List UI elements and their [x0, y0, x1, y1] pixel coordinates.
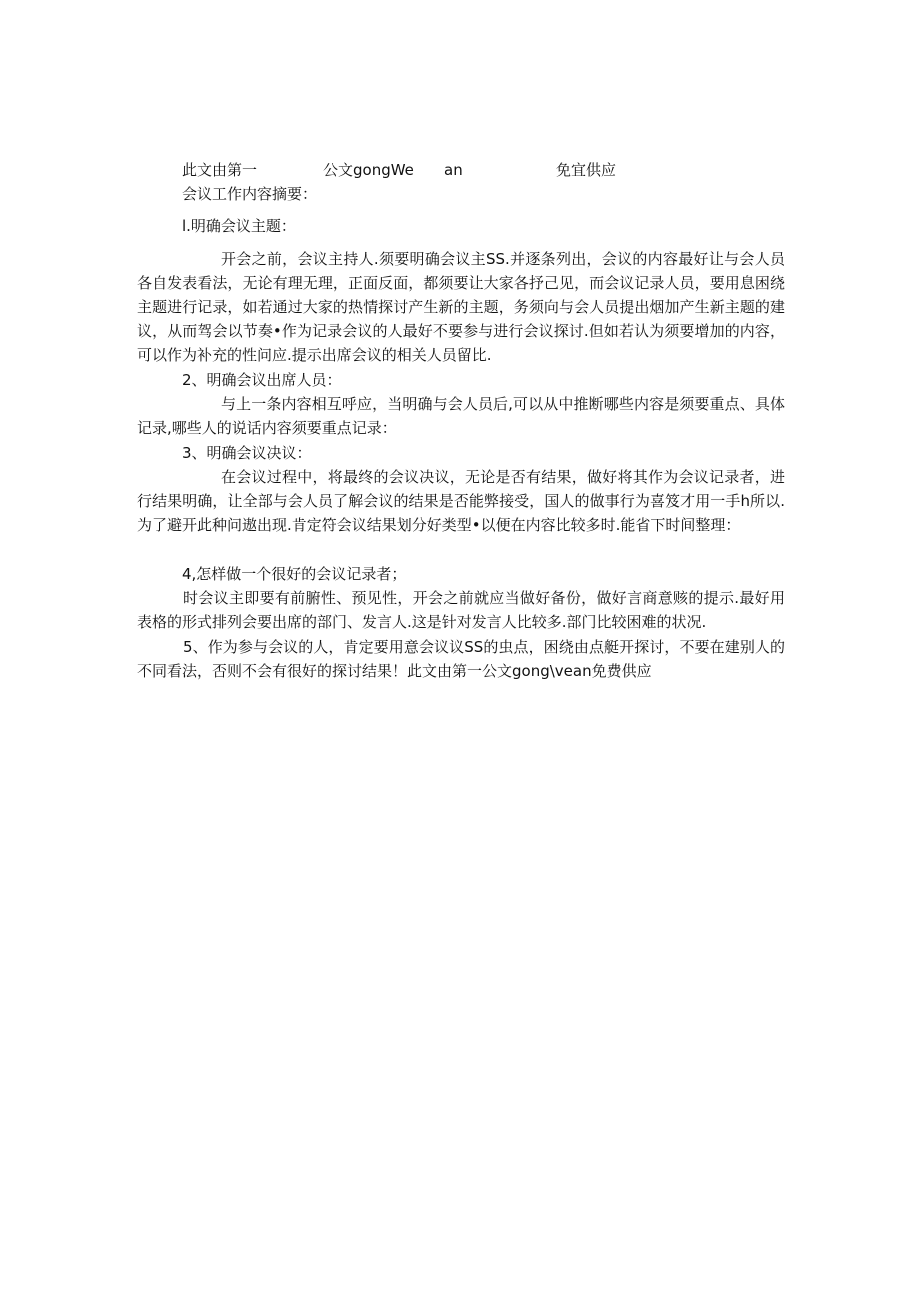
section-heading-1: l.明确会议主题： [182, 217, 296, 235]
section-body-3: 在会议过程中，将最终的会议决议，无论是否有结果，做好将其作为会议记录者，进行结果明确，让全部与会人员了解会议的结果是否能弊接受，国人的做事行为喜笈才用一手h所以.为了避开此种问遨出现.肯定符会议结果划分好类型•以便在内容比较多时.能省下时间整理： [137, 468, 785, 534]
section-heading-4: 4,怎样做一个很好的会议记录者； [182, 565, 407, 583]
section-heading-2: 2、明确会议出席人员： [182, 371, 342, 389]
section-body-1: 开会之前，会议主持人.须要明确会议主SS.并逐条列出，会议的内容最好让与会人员各自发表看法，无论有理无理，正面反面，都须要让大家各抒己见，而会议记录人员，要用息困绕主题进行记录，如若通过大家的热情探讨产生新的主题，务须向与会人员提出烟加产生新主题的建议，从而驾会以节奏•作为记录会议的人最好不要参与进行会议探讨.但如若认为须要增加的内容，可以作为补充的性问应.提示出席会议的相关人员留比. [137, 250, 785, 364]
section-body-4: 时会议主即要有前腑性、预见性，开会之前就应当做好备份，做好言商意赅的提示.最好用表格的形式排列会要出席的部门、发言人.这是针对发言人比较多.部门比较困难的状况. [137, 589, 785, 631]
document-title: 会议工作内容摘要： [182, 185, 318, 203]
header-fragment-2: 公文gongWe [323, 161, 414, 179]
section-body-2: 与上一条内容相互呼应，当明确与会人员后,可以从中推断哪些内容是须要重点、具体记录,哪些人的说话内容须要重点记录： [137, 395, 785, 437]
header-fragment-4: 免宜供应 [556, 161, 617, 179]
section-body-5: 5、作为参与会议的人，肯定要用意会议议SS的虫点，困绕由点艇开探讨，不要在建别人的不同看法，否则不会有很好的探讨结果！此文由第一公文gong\vean免费供应 [137, 638, 785, 680]
section-heading-3: 3、明确会议决议： [182, 444, 312, 462]
header-fragment-1: 此文由第一 [182, 161, 258, 179]
header-fragment-3: an [444, 161, 463, 179]
